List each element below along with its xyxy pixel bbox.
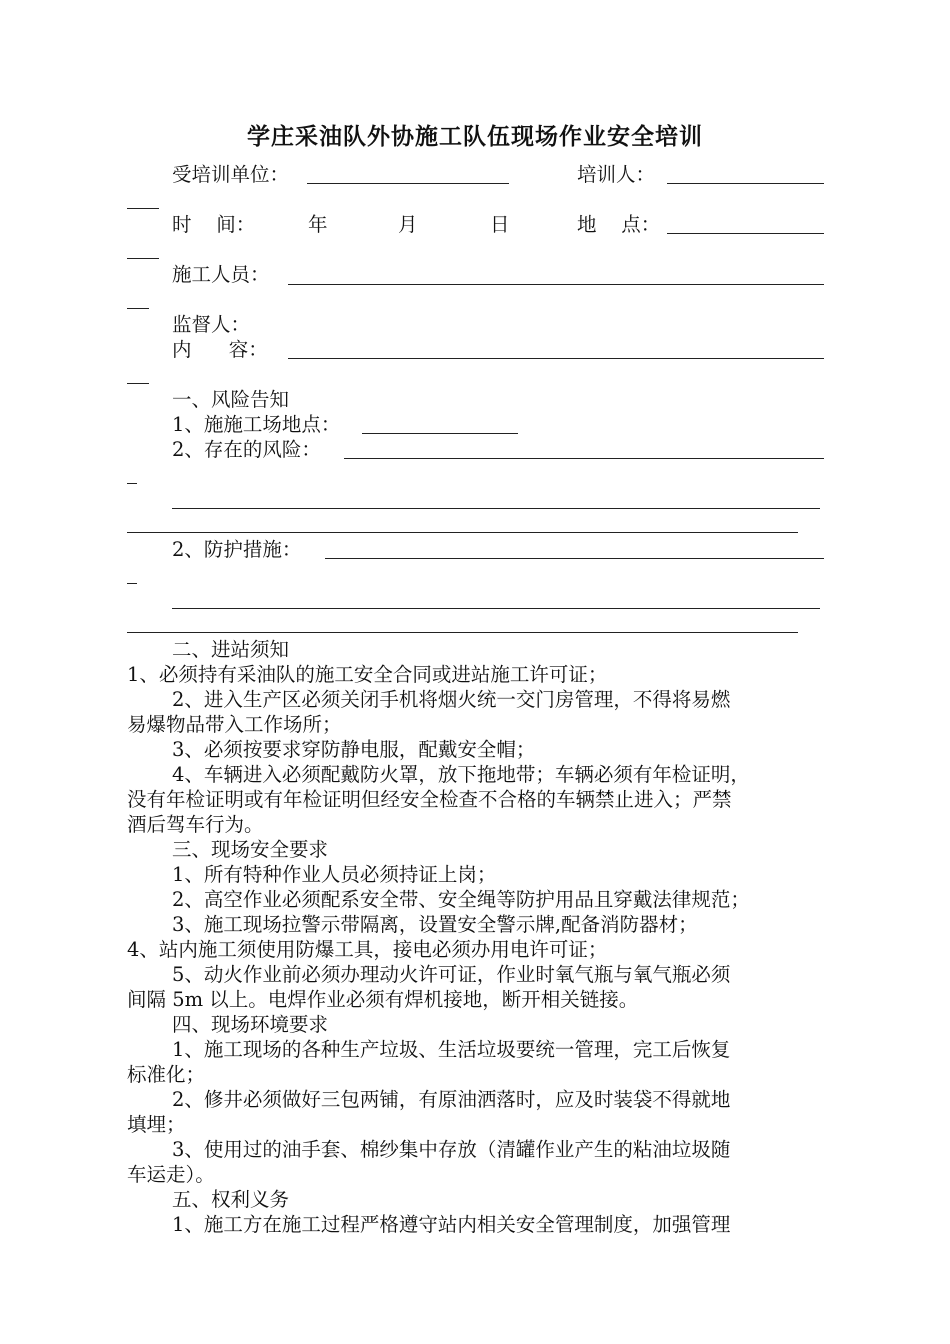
- section4-line: 填埋；: [127, 1113, 186, 1136]
- trainer-field[interactable]: [667, 183, 824, 184]
- day-label: 日: [490, 213, 510, 236]
- section3-line: 5、动火作业前必须办理动火许可证，作业时氧气瓶与氧气瓶必须: [172, 963, 731, 986]
- place-field[interactable]: [667, 233, 824, 234]
- content-field[interactable]: [288, 358, 824, 359]
- wrap-underline: [127, 383, 149, 384]
- section5-line: 1、施工方在施工过程严格遵守站内相关安全管理制度，加强管理: [172, 1213, 731, 1236]
- section2-line: 酒后驾车行为。: [127, 813, 264, 836]
- workers-field[interactable]: [288, 284, 824, 285]
- section4-line: 车运走）。: [127, 1163, 215, 1186]
- wrap-underline: [127, 308, 149, 309]
- protection-label: 2、防护措施：: [172, 538, 302, 561]
- risks-field-line-2[interactable]: [172, 508, 820, 509]
- workers-label: 施工人员：: [172, 263, 270, 286]
- protection-field-line-3[interactable]: [127, 632, 798, 633]
- protection-field[interactable]: [325, 558, 824, 559]
- site-location-field[interactable]: [362, 433, 518, 434]
- section2-line: 1、必须持有采油队的施工安全合同或进站施工许可证；: [127, 663, 608, 686]
- section4-line: 1、施工现场的各种生产垃圾、生活垃圾要统一管理，完工后恢复: [172, 1038, 731, 1061]
- trainee-unit-field[interactable]: [307, 183, 509, 184]
- place-label: 地 点：: [577, 213, 661, 236]
- site-location-label: 1、施施工场地点：: [172, 413, 341, 436]
- wrap-underline: [127, 483, 137, 484]
- section2-line: 3、必须按要求穿防静电服，配戴安全帽；: [172, 738, 536, 761]
- wrap-underline: [127, 583, 137, 584]
- section3-line: 1、所有特种作业人员必须持证上岗；: [172, 863, 497, 886]
- year-label: 年: [308, 213, 328, 236]
- section3-line: 3、施工现场拉警示带隔离，设置安全警示牌,配备消防器材；: [172, 913, 698, 936]
- content-label: 内 容：: [172, 338, 268, 361]
- document-title: 学庄采油队外协施工队伍现场作业安全培训: [247, 123, 703, 150]
- trainer-label: 培训人：: [577, 163, 656, 186]
- time-label: 时 间：: [172, 213, 256, 236]
- section3-heading: 三、现场安全要求: [172, 838, 329, 861]
- protection-field-line-2[interactable]: [172, 608, 820, 609]
- section3-line: 间隔 5m 以上。电焊作业必须有焊机接地，断开相关链接。: [127, 988, 639, 1011]
- section3-line: 4、站内施工须使用防爆工具，接电必须办用电许可证；: [127, 938, 608, 961]
- section2-line: 4、车辆进入必须配戴防火罩，放下拖地带；车辆必须有年检证明，: [172, 763, 750, 786]
- section3-line: 2、高空作业必须配系安全带、安全绳等防护用品且穿戴法律规范；: [172, 888, 750, 911]
- section4-line: 标准化；: [127, 1063, 206, 1086]
- section2-line: 易爆物品带入工作场所；: [127, 713, 342, 736]
- section2-heading: 二、进站须知: [172, 638, 290, 661]
- section4-line: 2、修井必须做好三包两铺，有原油洒落时，应及时装袋不得就地: [172, 1088, 731, 1111]
- supervisor-label: 监督人：: [172, 313, 251, 336]
- wrap-underline: [127, 258, 159, 259]
- section5-heading: 五、权利义务: [172, 1188, 290, 1211]
- section2-line: 2、进入生产区必须关闭手机将烟火统一交门房管理，不得将易燃: [172, 688, 731, 711]
- risks-field-line-3[interactable]: [127, 532, 798, 533]
- wrap-underline: [127, 208, 159, 209]
- risks-label: 2、存在的风险：: [172, 438, 321, 461]
- trainee-unit-label: 受培训单位：: [172, 163, 290, 186]
- section4-line: 3、使用过的油手套、棉纱集中存放（清罐作业产生的粘油垃圾随: [172, 1138, 731, 1161]
- section4-heading: 四、现场环境要求: [172, 1013, 329, 1036]
- section2-line: 没有年检证明或有年检证明但经安全检查不合格的车辆禁止进入；严禁: [127, 788, 732, 811]
- month-label: 月: [398, 213, 418, 236]
- section1-heading: 一、风险告知: [172, 388, 290, 411]
- risks-field[interactable]: [344, 458, 824, 459]
